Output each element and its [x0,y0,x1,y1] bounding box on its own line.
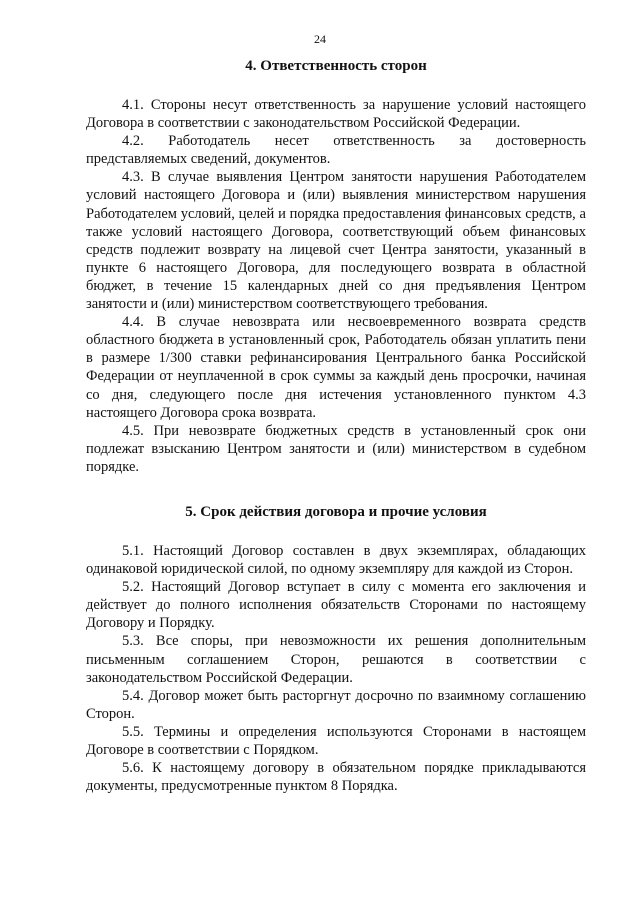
clause-4-3: 4.3. В случае выявления Центром занятости нарушения Работодателем условий настоящего Договора и (или) выявления министерством нарушения Работодателем условий, целей и порядка предоставления финансовых средств, а также условий настоящего Договора, соответствующий объем финансовых средств подлежит возврату на лицевой счет Центра занятости, указанный в пункте 6 настоящего Договора, для последующего возврата в областной бюджет, в течение 15 календарных дней со дня предъявления Центром занятости и (или) министерством соответствующего требования. [86,169,586,313]
clause-5-5: 5.5. Термины и определения используются Сторонами в настоящем Договоре в соответствии с Порядком. [86,723,586,758]
clause-4-5: 4.5. При невозврате бюджетных средств в установленный срок они подлежат взысканию Центром занятости и (или) министерством в судебном порядке. [86,422,586,475]
section-term-and-other-conditions [86,502,586,795]
clause-4-1: 4.1. Стороны несут ответственность за нарушение условий настоящего Договора в соответствии с законодательством Российской Федерации. [86,97,586,132]
section-title: 4. Ответственность сторон [245,58,427,74]
clause-5-2: 5.2. Настоящий Договор вступает в силу с момента его заключения и действует до полного исполнения обязательств Сторонами по настоящему Договору и Порядку. [86,579,586,632]
clause-5-4: 5.4. Договор может быть расторгнут досрочно по взаимному соглашению Сторон. [86,687,586,722]
document-body [86,56,586,795]
page-number: 24 [314,32,326,46]
section-title: 5. Срок действия договора и прочие условия [185,503,487,520]
clause-4-2: 4.2. Работодатель несет ответственность за достоверность представляемых сведений, документов. [86,133,586,168]
clause-5-6: 5.6. К настоящему договору в обязательном порядке прикладываются документы, предусмотренные пунктом 8 Порядка. [86,760,586,795]
clause-5-3: 5.3. Все споры, при невозможности их решения дополнительным письменным соглашением Сторон, решаются в соответствии с законодательством Российской Федерации. [86,633,586,686]
clause-4-4: 4.4. В случае невозврата или несвоевременного возврата средств областного бюджета в установленный срок, Работодатель обязан уплатить пени в размере 1/300 ставки рефинансирования Центрального банка Российской Федерации от неуплаченной в срок суммы за каждый день просрочки, начиная со дня, следующего после дня истечения установленного пунктом 4.3 настоящего Договора срока возврата. [86,314,586,421]
clause-5-1: 5.1. Настоящий Договор составлен в двух экземплярах, обладающих одинаковой юридической силой, по одному экземпляру для каждой из Сторон. [86,542,586,578]
section-responsibility [86,56,586,476]
